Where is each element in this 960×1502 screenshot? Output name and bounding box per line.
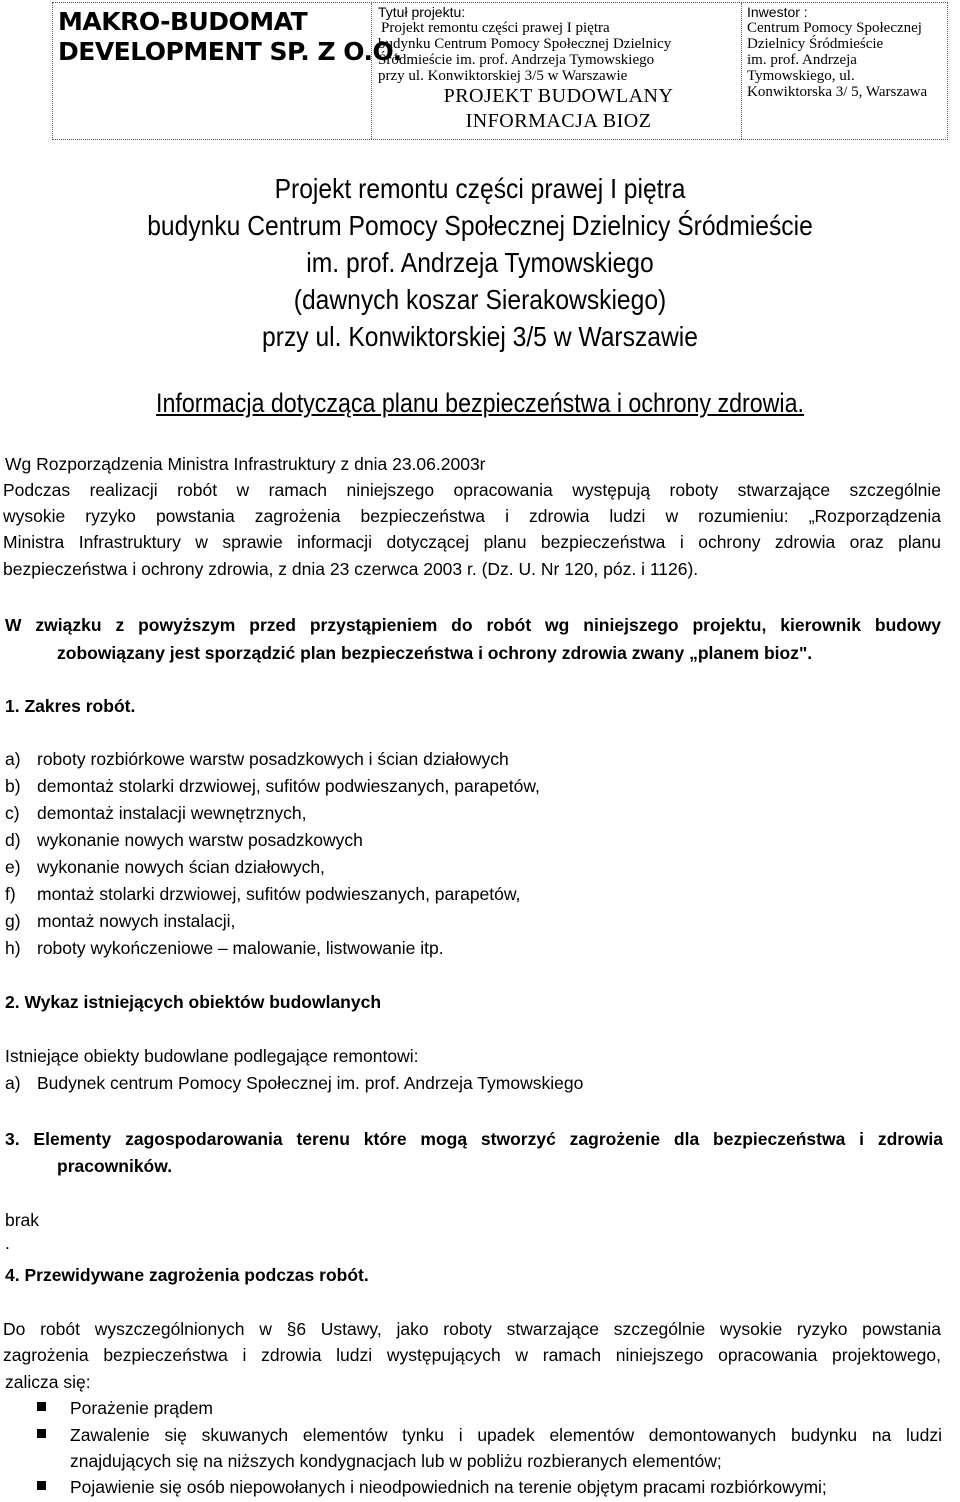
obligation-line: zobowiązany jest sporządzić plan bezpieczeństwa i ochrony zdrowia zwany „planem bioz". [57, 643, 813, 663]
title-line: budynku Centrum Pomocy Społecznej Dzielnicy Śródmieście [147, 210, 813, 241]
section-heading: 4. Przewidywane zagrożenia podczas robót. [5, 1265, 369, 1285]
section-heading-cont: pracowników. [57, 1156, 173, 1176]
company-name-line1: MAKRO-BUDOMAT [58, 7, 308, 36]
project-title-line: przy ul. Konwiktorskiej 3/5 w Warszawie [378, 68, 628, 84]
title-line: przy ul. Konwiktorskiej 3/5 w Warszawie [262, 321, 698, 352]
list-item: g) montaż nowych instalacji, [5, 911, 236, 931]
intro-line: Ministra Infrastruktury w sprawie informacji dotyczącej planu bezpieczeństwa i ochrony zdrowia oraz planu [3, 532, 941, 552]
document-title [0, 170, 960, 355]
section2-intro: Istniejące obiekty budowlane podlegające remontowi: [5, 1046, 419, 1066]
section-heading: 1. Zakres robót. [5, 696, 136, 716]
investor-line: Tymowskiego, ul. [747, 68, 855, 84]
project-type: PROJEKT BUDOWLANY [443, 85, 674, 107]
intro-line: Podczas realizacji robót w ramach niniejszego opracowania występują roboty stwarzające szczególnie [3, 480, 941, 500]
square-bullet-icon [37, 1429, 46, 1438]
project-cell [372, 3, 742, 139]
list-item: b) demontaż stolarki drzwiowej, sufitów podwieszanych, parapetów, [5, 776, 540, 796]
project-label: Tytuł projektu: [378, 4, 466, 20]
document-subtitle: Informacja dotycząca planu bezpieczeństwa i ochrony zdrowia. [156, 388, 804, 418]
square-bullet-icon [37, 1481, 46, 1490]
list-item: d) wykonanie nowych warstw posadzkowych [5, 830, 363, 850]
bullet-item: Pojawienie się osób niepowołanych i nieodpowiednich na terenie objętym pracami rozbiórkowymi; [70, 1477, 827, 1497]
list-item: h) roboty wykończeniowe – malowanie, listwowanie itp. [5, 938, 444, 958]
list-item: f) montaż stolarki drzwiowej, sufitów podwieszanych, parapetów, [5, 884, 521, 904]
bullet-item: Porażenie prądem [70, 1398, 213, 1418]
regulation-reference: Wg Rozporządzenia Ministra Infrastruktury z dnia 23.06.2003r [5, 454, 486, 474]
bullet-item: Zawalenie się skuwanych elementów tynku i upadek elementów demontowanych budynku na ludzi [70, 1425, 942, 1445]
investor-line: Centrum Pomocy Społecznej [747, 20, 922, 36]
list-item: c) demontaż instalacji wewnętrznych, [5, 803, 307, 823]
section3-answer: brak [5, 1210, 40, 1230]
investor-line: Konwiktorska 3/ 5, Warszawa [747, 84, 928, 100]
investor-line: im. prof. Andrzeja [747, 52, 857, 68]
project-title-line: budynku Centrum Pomocy Społecznej Dzielnicy [378, 36, 672, 52]
square-bullet-icon [37, 1402, 46, 1411]
company-cell [53, 3, 402, 139]
bullet-item-cont: znajdujących się na niższych kondygnacjach lub w pobliżu rozbieranych elementów; [70, 1451, 722, 1471]
investor-label: Inwestor : [747, 4, 808, 20]
company-name-line2: DEVELOPMENT SP. Z O.O. [58, 37, 402, 66]
intro-line: wysokie ryzyko powstania zagrożenia bezpieczeństwa i zdrowia ludzi w rozumieniu: „Rozporządzenia [3, 506, 941, 526]
list-item: a) Budynek centrum Pomocy Społecznej im. prof. Andrzeja Tymowskiego [5, 1073, 584, 1093]
list-item: a) roboty rozbiórkowe warstw posadzkowych i ścian działowych [5, 749, 509, 769]
investor-cell [742, 3, 947, 139]
investor-line: Dzielnicy Śródmieście [747, 36, 884, 52]
title-line: Projekt remontu części prawej I piętra [274, 173, 686, 204]
obligation-line: W związku z powyższym przed przystąpieniem do robót wg niniejszego projektu, kierownik budowy [5, 615, 941, 635]
title-line: (dawnych koszar Sierakowskiego) [293, 284, 667, 315]
section4-paragraph-line: Do robót wyszczególnionych w §6 Ustawy, jako roboty stwarzające szczególnie wysokie ryzyko powstania [3, 1319, 941, 1339]
section4-paragraph-line: zagrożenia bezpieczeństwa i zdrowia ludzi występujących w ramach niniejszego opracowania projektowego, [3, 1345, 941, 1365]
section4-paragraph-line: zalicza się: [5, 1372, 91, 1392]
list-item: e) wykonanie nowych ścian działowych, [5, 857, 325, 877]
intro-line: bezpieczeństwa i ochrony zdrowia, z dnia 23 czerwca 2003 r. (Dz. U. Nr 120, póz. i 1126). [3, 559, 699, 579]
header-table [52, 2, 948, 140]
section-heading: 3. Elementy zagospodarowania terenu które mogą stworzyć zagrożenie dla bezpieczeństwa i zdrowia [5, 1129, 943, 1149]
project-subtype: INFORMACJA BIOZ [465, 110, 652, 132]
project-title-line: Śródmieście im. prof. Andrzeja Tymowskiego [378, 52, 655, 68]
project-title-line: Projekt remontu części prawej I piętra [381, 20, 610, 36]
section3-dot: . [5, 1233, 10, 1253]
title-line: im. prof. Andrzeja Tymowskiego [306, 247, 654, 278]
section-heading: 2. Wykaz istniejących obiektów budowlanych [5, 992, 382, 1012]
